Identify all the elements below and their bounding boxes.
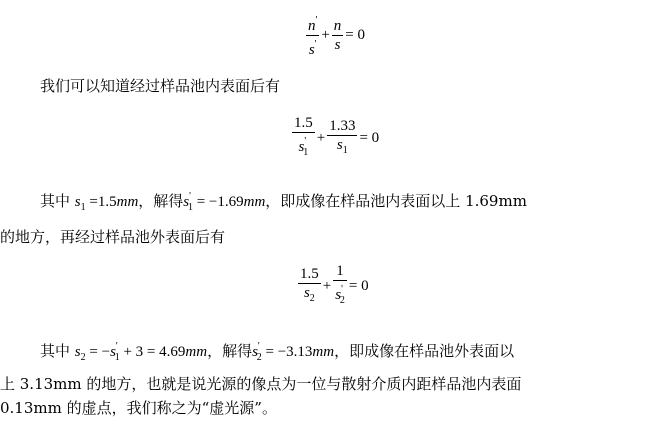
equation-1 xyxy=(306,12,367,59)
paragraph-2-line-1 xyxy=(40,187,527,218)
equation-2 xyxy=(292,114,381,162)
paragraph-3-line-2: 上 3.13mm 的地方，也就是说光源的像点为一位与散射介质内距样品池内表面 xyxy=(0,375,522,393)
eq1-fraction-1 xyxy=(306,12,319,59)
p2-math2-rest: = −1.69 xyxy=(196,194,244,210)
p3-math-1 xyxy=(74,341,208,363)
eq2-plus: + xyxy=(316,129,326,146)
p2-math-2 xyxy=(183,191,266,213)
eq3-den2-sub: 2 xyxy=(339,295,345,306)
eq2-den2: s xyxy=(336,136,343,153)
p2-math-1 xyxy=(74,194,139,213)
eq3-den2-prime: ' xyxy=(341,284,343,295)
p2-math1-unit: mm xyxy=(116,194,139,210)
eq2-den2-sub: 1 xyxy=(342,144,348,156)
eq2-den1: s xyxy=(298,139,305,155)
eq1-equals: = 0 xyxy=(345,27,365,43)
p3-math-rest1: = − xyxy=(89,344,111,360)
p2-math1-rest: =1.5 xyxy=(89,194,117,210)
p3-math2-var: s xyxy=(252,344,258,360)
eq3-plus: + xyxy=(322,277,332,294)
eq1-den1: s xyxy=(308,42,315,58)
p2-prefix: 其中 xyxy=(40,192,71,210)
p2-math1-var: s xyxy=(74,194,81,210)
eq2-den1-prime: ' xyxy=(304,136,307,147)
eq1-den2: s xyxy=(332,35,344,54)
p3-math2-rest: = −3.13 xyxy=(265,344,313,360)
eq1-plus: + xyxy=(321,27,330,43)
eq3-den1-sub: 2 xyxy=(309,292,315,304)
p3-math-sup2: ' xyxy=(115,341,118,352)
paragraph-2-line-2: 的地方，再经过样品池外表面后有 xyxy=(0,228,226,246)
eq1-num2: n xyxy=(333,18,342,34)
eq3-fraction-1 xyxy=(298,265,321,308)
eq3-num2: 1 xyxy=(336,263,344,279)
p3-suffix: ，即成像在样品池外表面以 xyxy=(334,342,515,360)
paragraph-3-line-3: 0.13mm 的虚点，我们称之为“虚光源”。 xyxy=(0,399,277,417)
p3-math-var2: s xyxy=(110,344,116,360)
p3-mid: ，解得 xyxy=(207,342,253,360)
p2-math2-var: s xyxy=(183,194,190,210)
eq2-num2: 1.33 xyxy=(329,117,356,134)
eq2-num1: 1.5 xyxy=(294,115,313,131)
p3-math2-unit: mm xyxy=(312,344,335,360)
p2-math2-sub: 1 xyxy=(187,202,193,213)
eq2-fraction-2 xyxy=(327,117,357,160)
p2-math2-sup: ' xyxy=(189,191,191,202)
p3-math-rest2: + 3 = 4.69 xyxy=(123,344,186,360)
eq2-equals: = 0 xyxy=(359,129,380,146)
eq3-den2: s xyxy=(335,287,342,303)
eq3-fraction-2 xyxy=(333,262,347,310)
p2-suffix: ，即成像在样品池内表面以上 1.69mm xyxy=(265,192,527,210)
p3-math-sub: 2 xyxy=(80,352,86,363)
p3-math2-sup: ' xyxy=(257,341,260,352)
p3-math-unit: mm xyxy=(185,344,208,360)
p3-math-sub2: 1 xyxy=(114,352,120,363)
eq3-den1: s xyxy=(303,284,310,301)
p3-math-var: s xyxy=(74,344,81,360)
eq1-fraction-2 xyxy=(332,17,344,54)
equation-3 xyxy=(298,262,371,310)
eq2-fraction-1 xyxy=(292,114,315,162)
p2-math2-unit: mm xyxy=(243,194,266,210)
eq1-den1-prime: ' xyxy=(314,39,317,50)
paragraph-3-line-1 xyxy=(40,337,514,368)
p3-math2-sub: 2 xyxy=(256,352,262,363)
eq3-num1: 1.5 xyxy=(300,265,319,282)
eq2-den1-sub: 1 xyxy=(303,147,309,158)
eq1-num1: n xyxy=(308,18,316,34)
p2-mid: ，解得 xyxy=(138,192,184,210)
eq3-equals: = 0 xyxy=(348,277,369,294)
p3-prefix: 其中 xyxy=(40,342,71,360)
paragraph-1: 我们可以知道经过样品池内表面后有 xyxy=(40,77,281,95)
p2-math1-sub: 1 xyxy=(80,202,86,213)
p3-math-2 xyxy=(252,341,335,363)
eq1-num1-prime: ' xyxy=(315,15,318,26)
